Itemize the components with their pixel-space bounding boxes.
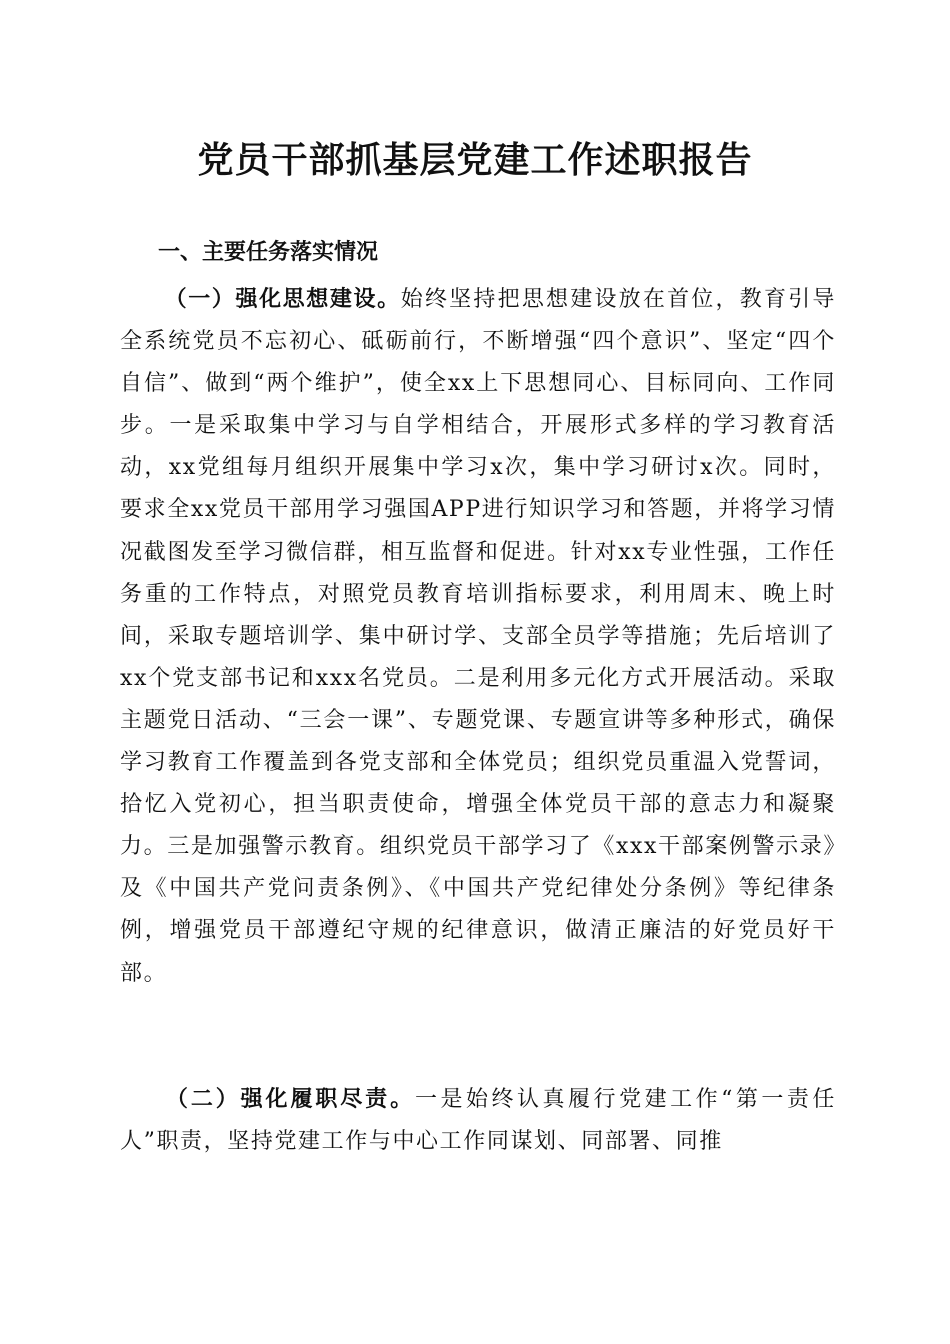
subsection-label: （一）强化思想建设。 (164, 287, 401, 312)
paragraph-duty-fulfillment (120, 1079, 836, 1163)
paragraph-thought-building (120, 279, 836, 995)
document-title: 党员干部抓基层党建工作述职报告 (197, 139, 753, 181)
paragraph-text: 始终坚持把思想建设放在首位，教育引导全系统党员不忘初心、砥砺前行，不断增强“四个意识”、坚定“四个自信”、做到“两个维护”，使全xx上下思想同心、目标同向、工作同步。一是采取集中学习与自学相结合，开展形式多样的学习教育活动，xx党组每月组织开展集中学习x次，集中学习研讨x次。同时，要求全xx党员干部用学习强国APP进行知识学习和答题，并将学习情况截图发至学习微信群，相互监督和促进。针对xx专业性强，工作任务重的工作特点，对照党员教育培训指标要求，利用周末、晚上时间，采取专题培训学、集中研讨学、支部全员学等措施；先后培训了xx个党支部书记和xxx名党员。二是利用多元化方式开展活动。采取主题党日活动、“三会一课”、专题党课、专题宣讲等多种形式，确保学习教育工作覆盖到各党支部和全体党员；组织党员重温入党誓词，拾忆入党初心，担当职责使命，增强全体党员干部的意志力和凝聚力。三是加强警示教育。组织党员干部学习了《xxx干部案例警示录》及《中国共产党问责条例》、《中国共产党纪律处分条例》等纪律条例，增强党员干部遵纪守规的纪律意识，做清正廉洁的好党员好干部。 (120, 287, 836, 986)
paragraph-text: 一是始终认真履行党建工作“第一责任人”职责，坚持党建工作与中心工作同谋划、同部署、同推 (120, 1087, 836, 1155)
section-heading: 一、主要任务落实情况 (158, 240, 379, 265)
subsection-label: （二）强化履职尽责。 (164, 1087, 415, 1112)
